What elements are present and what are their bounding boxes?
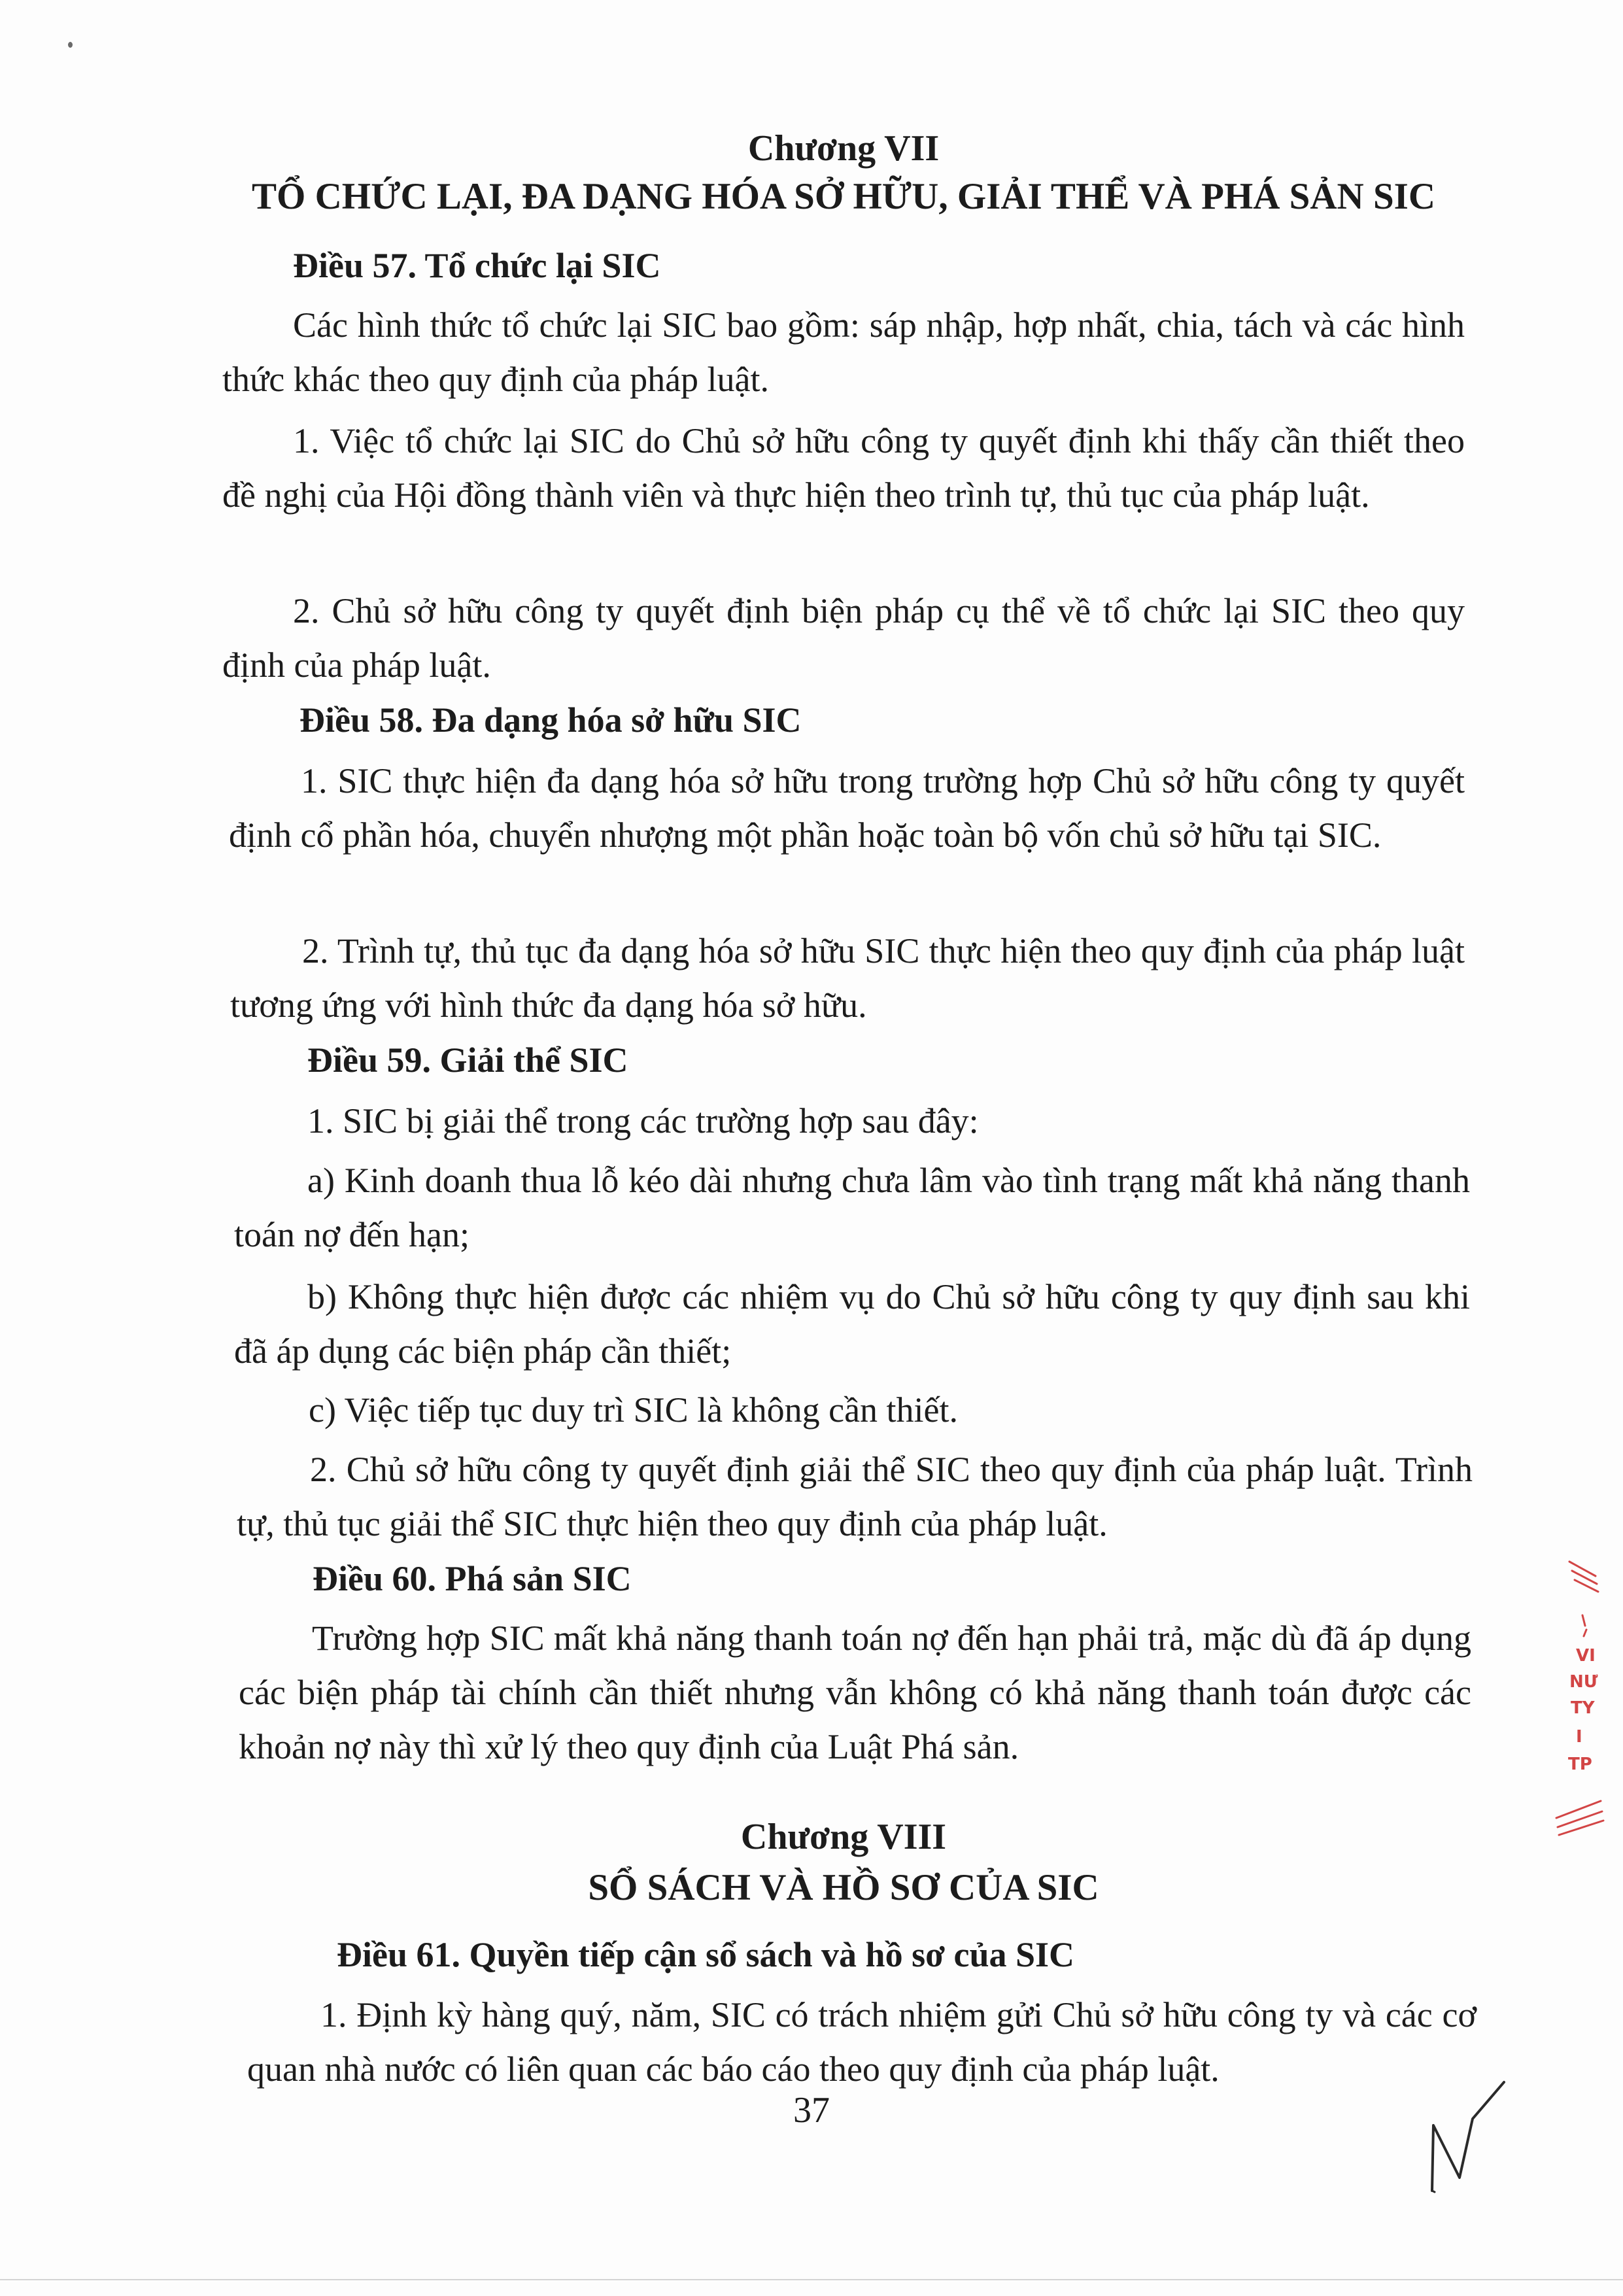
chapter-7-title: TỔ CHỨC LẠI, ĐA DẠNG HÓA SỞ HỮU, GIẢI THỂ VÀ PHÁ SẢN SIC (251, 176, 1435, 217)
article-59-heading: Điều 59. Giải thể SIC (307, 1040, 628, 1080)
scan-speck (68, 42, 73, 48)
article-57-intro-paragraph: Các hình thức tổ chức lại SIC bao gồm: sáp nhập, hợp nhất, chia, tách và các hình thức khác theo quy định của pháp luật. (222, 305, 1465, 399)
article-60-heading: Điều 60. Phá sản SIC (313, 1559, 632, 1598)
seal-text-5: TP (1568, 1755, 1592, 1774)
article-59-clause-2: 2. Chủ sở hữu công ty quyết định giải thể SIC theo quy định của pháp luật. Trình tự, thủ tục giải thể SIC thực hiện theo quy định của pháp luật. (237, 1450, 1473, 1543)
article-59-point-c: c) Việc tiếp tục duy trì SIC là không cần thiết. (309, 1390, 959, 1430)
article-59-clause-1: 1. SIC bị giải thể trong các trường hợp sau đây: (307, 1101, 979, 1140)
article-61-heading: Điều 61. Quyền tiếp cận sổ sách và hồ sơ của SIC (337, 1935, 1075, 1974)
seal-text-3: TY (1571, 1698, 1595, 1718)
article-57-clause-1: 1. Việc tổ chức lại SIC do Chủ sở hữu công ty quyết định khi thấy cần thiết theo đề nghị của Hội đồng thành viên và thực hiện theo trình tự, thủ tục của pháp luật. (222, 421, 1465, 515)
scan-bottom-edge (0, 2279, 1623, 2280)
article-58-heading: Điều 58. Đa dạng hóa sở hữu SIC (299, 700, 802, 740)
chapter-8-label: Chương VIII (740, 1817, 947, 1857)
article-57-heading: Điều 57. Tổ chức lại SIC (293, 246, 661, 285)
chapter-7-label: Chương VII (747, 128, 940, 169)
signature-mark (1419, 2080, 1511, 2197)
article-59-point-a: a) Kinh doanh thua lỗ kéo dài nhưng chưa lâm vào tình trạng mất khả năng thanh toán nợ đến hạn; (234, 1161, 1470, 1254)
page-number: 37 (793, 2090, 830, 2131)
article-59-point-b: b) Không thực hiện được các nhiệm vụ do Chủ sở hữu công ty quy định sau khi đã áp dụng các biện pháp cần thiết; (234, 1277, 1470, 1371)
article-57-clause-2: 2. Chủ sở hữu công ty quyết định biện pháp cụ thể về tổ chức lại SIC theo quy định của pháp luật. (222, 591, 1465, 685)
article-60-paragraph: Trường hợp SIC mất khả năng thanh toán nợ đến hạn phải trả, mặc dù đã áp dụng các biện pháp tài chính cần thiết nhưng vẫn không có khả năng thanh toán được các khoản nợ này thì xử lý theo quy định của Luật Phá sản. (239, 1619, 1471, 1766)
seal-text-2: NƯ (1569, 1672, 1598, 1692)
article-58-clause-1: 1. SIC thực hiện đa dạng hóa sở hữu trong trường hợp Chủ sở hữu công ty quyết định cổ phần hóa, chuyển nhượng một phần hoặc toàn bộ vốn chủ sở hữu tại SIC. (229, 761, 1465, 855)
article-61-clause-1: 1. Định kỳ hàng quý, năm, SIC có trách nhiệm gửi Chủ sở hữu công ty và các cơ quan nhà nước có liên quan các báo cáo theo quy định của pháp luật. (247, 1995, 1477, 2089)
seal-text-1: VI (1576, 1646, 1596, 1666)
article-58-clause-2: 2. Trình tự, thủ tục đa dạng hóa sở hữu SIC thực hiện theo quy định của pháp luật tương ứng với hình thức đa dạng hóa sở hữu. (230, 931, 1465, 1025)
chapter-8-title: SỔ SÁCH VÀ HỒ SƠ CỦA SIC (588, 1867, 1099, 1908)
seal-stamp-fragment (1550, 1556, 1609, 1838)
seal-text-4: I (1576, 1727, 1582, 1747)
